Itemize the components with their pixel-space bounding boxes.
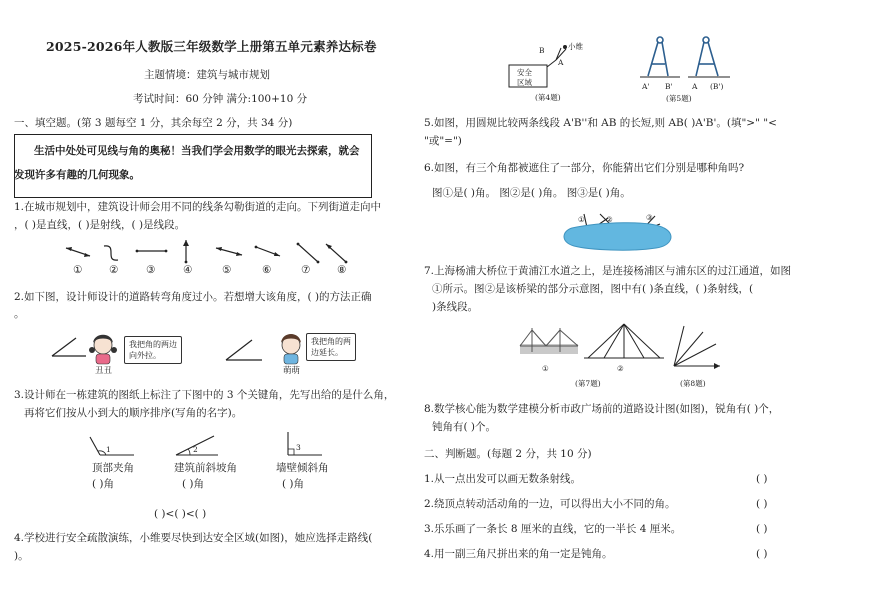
judge-paren: ( ) <box>756 523 768 535</box>
q6-mark-3: ③ <box>646 213 653 222</box>
page-title: 2025-2026年人教版三年级数学上册第五单元素养达标卷 <box>46 39 377 54</box>
q5-label: B' <box>665 82 673 91</box>
q1-label: ⑥ <box>262 264 272 276</box>
section2-heading: 二、判断题。(每题 2 分，共 10 分) <box>424 448 592 460</box>
q5-label: A <box>692 82 698 91</box>
q5-label: (B') <box>710 82 724 91</box>
q1-label: ⑧ <box>337 264 347 276</box>
q1-label: ⑤ <box>222 264 232 276</box>
q1-label: ③ <box>146 264 156 276</box>
q8-caption: (第8题) <box>680 379 706 388</box>
q6-mark-2: ② <box>606 215 613 224</box>
intro-line-1: 生活中处处可见线与角的奥秘！当我们学会用数学的眼光去探索，就会 <box>34 145 360 157</box>
section1-heading: 一、填空题。(第 3 题每空 1 分，其余每空 2 分，共 34 分) <box>14 117 293 129</box>
q3-order: ( )<( )<( ) <box>154 508 207 520</box>
q2-line-1: 2.如下图，设计师设计的道路转弯角度过小。若想增大该角度，( )的方法正确 <box>14 291 372 303</box>
bubble-text: 边延长。 <box>311 348 343 357</box>
q4-line-1: 4.学校进行安全疏散演练，小维要尽快到达安全区域(如图)，她应选择走路线( <box>14 532 373 544</box>
judge-item-3: 3.乐乐画了一条长 8 厘米的直线，它的一半长 4 厘米。 <box>424 523 682 535</box>
q1-label: ④ <box>183 264 193 276</box>
q4-line-2: )。 <box>14 550 29 562</box>
intro-line-2: 发现许多有趣的几何现象。 <box>14 169 140 181</box>
q3-mark-1: 1 <box>106 445 111 454</box>
q4-label-b: B <box>539 46 545 55</box>
judge-item-1: 1.从一点出发可以画无数条射线。 <box>424 473 582 485</box>
q3-name-1: 顶部夹角 <box>92 462 134 474</box>
judge-paren: ( ) <box>756 548 768 560</box>
q2-line-2: 。 <box>14 308 25 320</box>
q1-label: ⑦ <box>301 264 311 276</box>
q4-zone-text-1: 安全 <box>517 68 532 77</box>
q2-name-1: 丑丑 <box>95 366 113 376</box>
q3-line-2: 再将它们按从小到大的顺序排序(写角的名字)。 <box>24 407 243 419</box>
q7-caption: (第7题) <box>575 379 601 388</box>
q7-mark-1: ① <box>542 364 549 373</box>
q3-mark-2: 2 <box>193 445 198 454</box>
q6-line-1: 6.如图，有三个角都被遮住了一部分，你能猜出它们分别是哪种角吗? <box>424 162 745 174</box>
bubble-text: 我把角的两边 <box>129 340 177 349</box>
q1-line-2: ，( )是直线，( )是射线，( )是线段。 <box>14 219 186 231</box>
q6-line-2: 图①是( )角。 图②是( )角。 图③是( )角。 <box>432 187 631 199</box>
theme-line: 主题情境：建筑与城市规划 <box>144 69 270 81</box>
q5-caption: (第5题) <box>666 94 692 103</box>
q5-label: A' <box>642 82 650 91</box>
judge-item-2: 2.绕顶点转动活动角的一边，可以得出大小不同的角。 <box>424 498 676 510</box>
q1-line-1: 1.在城市规划中，建筑设计师会用不同的线条勾勒街道的走向。下列街道走向中 <box>14 201 382 213</box>
q4-label-person: 小维 <box>568 42 583 51</box>
q8-line-1: 8.数学核心能为数学建模分析市政广场前的道路设计图(如图)，锐角有( )个， <box>424 403 780 415</box>
q3-name-2: 建筑前斜坡角 <box>174 462 237 474</box>
q5-line-2: "或"=") <box>424 135 462 147</box>
judge-paren: ( ) <box>756 473 768 485</box>
bubble-text: 我把角的两 <box>311 337 351 346</box>
q4-caption: (第4题) <box>535 93 561 102</box>
q7-mark-2: ② <box>617 364 624 373</box>
q8-line-2: 钝角有( )个。 <box>432 421 497 433</box>
q4-label-a: A <box>558 58 564 67</box>
q3-line-1: 3.设计师在一栋建筑的图纸上标注了下图中的 3 个关键角，先写出给的是什么角， <box>14 389 395 401</box>
q1-label: ① <box>73 264 83 276</box>
q3-blank-1: ( )角 <box>92 478 115 490</box>
judge-item-4: 4.用一副三角尺拼出来的角一定是钝角。 <box>424 548 613 560</box>
q3-mark-3: 3 <box>296 443 301 452</box>
judge-paren: ( ) <box>756 498 768 510</box>
q7-line-2: ①所示。图②是该桥梁的部分示意图，图中有( )条直线，( )条射线，( <box>432 283 754 295</box>
q5-line-1: 5.如图，用圆规比较两条线段 A'B''和 AB 的长短,则 AB( )A'B'。(填">" "< <box>424 117 777 129</box>
q3-blank-3: ( )角 <box>282 478 305 490</box>
time-score-line: 考试时间：60 分钟 满分:100+10 分 <box>133 93 308 105</box>
q7-line-3: )条线段。 <box>432 301 479 313</box>
q3-name-3: 墙壁倾斜角 <box>276 462 329 474</box>
q1-label: ② <box>109 264 119 276</box>
q3-blank-2: ( )角 <box>182 478 205 490</box>
q6-mark-1: ① <box>578 215 585 224</box>
q7-line-1: 7.上海杨浦大桥位于黄浦江水道之上，是连接杨浦区与浦东区的过江通道，如图 <box>424 265 792 277</box>
q4-zone-text-2: 区域 <box>517 78 532 87</box>
bubble-text: 向外拉。 <box>129 351 161 360</box>
q2-name-2: 萌萌 <box>283 366 301 376</box>
